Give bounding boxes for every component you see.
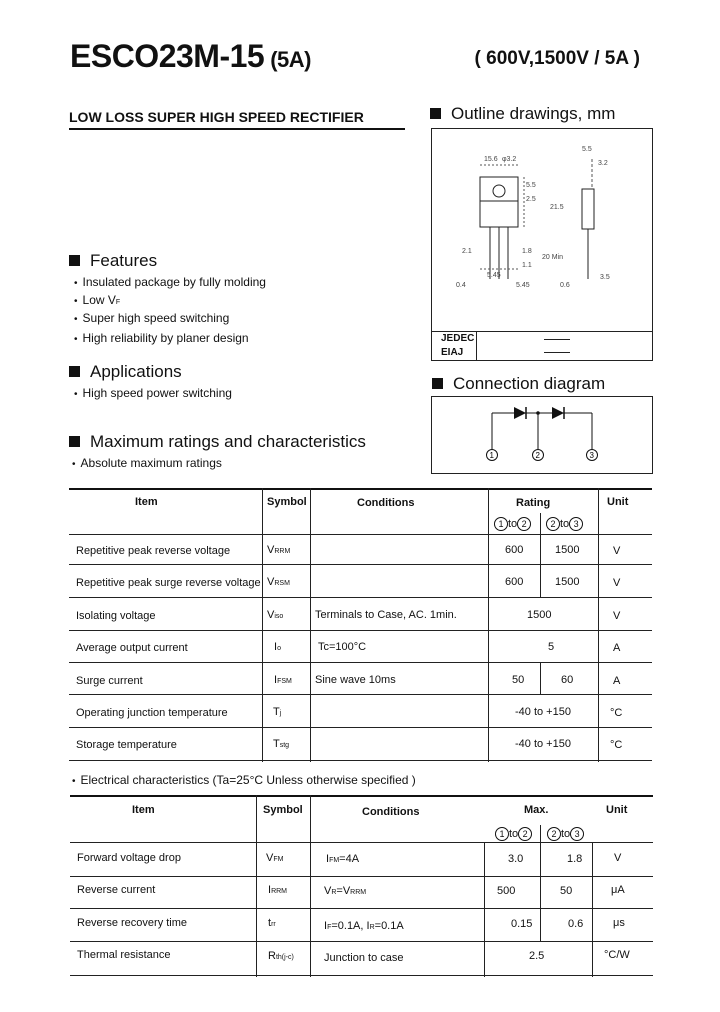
pin-3-label: 3 xyxy=(589,451,594,460)
dim-label: 21.5 xyxy=(550,204,564,211)
table-row-value-b: 1.8 xyxy=(567,853,583,865)
table-row-unit: A xyxy=(613,642,621,654)
table-row-value-b: 60 xyxy=(561,674,574,686)
col-header-unit: Unit xyxy=(606,804,628,816)
pin-3-badge: 3 xyxy=(569,517,583,531)
current-rating: (5A) xyxy=(270,47,311,72)
rating-split-divider xyxy=(540,513,541,597)
table-row-symbol: VRSM xyxy=(267,576,290,588)
table-row-conditions: Sine wave 10ms xyxy=(315,674,396,686)
table-row-value: -40 to +150 xyxy=(515,706,571,718)
table-row-value-b: 50 xyxy=(560,885,573,897)
col-divider xyxy=(262,488,263,762)
table-row-value: -40 to +150 xyxy=(515,738,571,750)
col-divider xyxy=(310,795,311,977)
dim-label: 15.6 xyxy=(484,156,498,163)
features-title: Features xyxy=(90,251,158,270)
table-row-value-a: 600 xyxy=(505,576,524,588)
row-rule xyxy=(69,597,652,598)
max-ratings-table xyxy=(69,488,652,762)
table-row-unit: °C xyxy=(610,707,623,719)
row-rule xyxy=(70,908,653,909)
part-title xyxy=(70,38,311,75)
table-row-symbol: Tj xyxy=(273,706,282,718)
col-header-rating: Rating xyxy=(516,497,551,509)
diode-1-icon xyxy=(514,407,526,419)
dim-label: φ3.2 xyxy=(502,156,517,163)
table-row-symbol: Io xyxy=(274,641,281,653)
table-bottom-rule xyxy=(70,975,653,976)
device-subtitle: LOW LOSS SUPER HIGH SPEED RECTIFIER xyxy=(69,109,364,125)
table-row-unit: μs xyxy=(613,917,625,929)
connection-schematic xyxy=(432,397,652,473)
table-top-rule xyxy=(69,488,652,490)
dim-label: 5.5 xyxy=(526,182,536,189)
table-row-unit: V xyxy=(614,852,622,864)
col-divider xyxy=(592,842,593,977)
bullet-square-icon xyxy=(69,255,80,266)
col-divider xyxy=(488,488,489,762)
dim-label: 1.1 xyxy=(522,262,532,269)
outline-heading xyxy=(430,104,615,124)
table-row-item: Thermal resistance xyxy=(77,949,171,961)
table-row-symbol: Rth(j-c) xyxy=(268,950,294,962)
table-row-symbol: Viso xyxy=(267,609,284,621)
dim-label: 3.5 xyxy=(600,274,610,281)
features-heading xyxy=(69,251,157,271)
table-row-item: Isolating voltage xyxy=(76,610,156,622)
row-rule xyxy=(70,876,653,877)
dim-label: 5.45 xyxy=(487,272,501,279)
bullet-square-icon xyxy=(430,108,441,119)
table-row-unit: A xyxy=(613,675,621,687)
table-row-symbol: Tstg xyxy=(273,738,290,750)
dim-label: 20 Min xyxy=(542,254,564,261)
dim-label: 2.1 xyxy=(462,248,472,255)
table-row-symbol: VFM xyxy=(266,852,284,864)
mounting-hole-icon xyxy=(493,185,505,197)
feature-item: • Low VF xyxy=(74,293,120,307)
table-row-conditions: VR=VRRM xyxy=(324,885,367,897)
dim-label: 1.8 xyxy=(522,248,532,255)
col-header-symbol: Symbol xyxy=(267,496,307,508)
eiaj-label: EIAJ xyxy=(441,347,464,358)
table-row-item: Storage temperature xyxy=(76,739,177,751)
table-row-item: Surge current xyxy=(76,675,143,687)
pin-2-label: 2 xyxy=(535,451,540,460)
pin-1-label: 1 xyxy=(489,451,494,460)
dim-label: 3.2 xyxy=(598,160,608,167)
application-item: • High speed power switching xyxy=(74,386,232,400)
col-divider xyxy=(256,795,257,977)
connection-heading xyxy=(432,374,605,394)
bullet-square-icon xyxy=(69,366,80,377)
row-rule xyxy=(69,727,652,728)
row-rule xyxy=(69,694,652,695)
diode-2-icon xyxy=(552,407,564,419)
table-row-symbol: IRRM xyxy=(268,884,288,896)
table-row-symbol: IFSM xyxy=(274,674,292,686)
ratings-summary: ( 600V,1500V / 5A ) xyxy=(474,48,640,69)
pin-1-badge: 1 xyxy=(495,827,509,841)
table-row-value-a: 0.15 xyxy=(511,918,533,930)
pin-range-2-3 xyxy=(546,517,583,531)
feature-item: • Insulated package by fully molding xyxy=(74,275,266,289)
table-header-rule xyxy=(69,534,652,535)
package-side xyxy=(582,189,594,229)
connection-title: Connection diagram xyxy=(453,374,606,393)
table-row-item: Repetitive peak reverse voltage xyxy=(76,545,231,557)
to-label: to xyxy=(560,518,570,530)
pin-range-1-2 xyxy=(495,827,532,841)
table-row-unit: V xyxy=(613,577,621,589)
dim-label: 2.5 xyxy=(526,196,536,203)
col-divider xyxy=(310,488,311,762)
pin-2-badge: 2 xyxy=(517,517,531,531)
table-row-conditions: Junction to case xyxy=(324,952,404,964)
dim-label: 5.5 xyxy=(582,146,592,153)
max-ratings-heading xyxy=(69,432,366,452)
col-divider xyxy=(598,488,599,762)
table-row-item: Repetitive peak surge reverse voltage xyxy=(76,577,261,589)
table-top-rule xyxy=(70,795,653,797)
outline-drawing-box xyxy=(431,128,653,361)
col-header-item: Item xyxy=(132,804,155,816)
row-rule xyxy=(69,564,652,565)
table-row-item: Operating junction temperature xyxy=(76,707,228,719)
table-row-item: Reverse current xyxy=(77,884,156,896)
table-row-item: Forward voltage drop xyxy=(77,852,181,864)
table-row-value-b: 1500 xyxy=(555,544,580,556)
table-bottom-rule xyxy=(69,760,652,761)
pin-3-badge: 3 xyxy=(570,827,584,841)
table-row-conditions: Terminals to Case, AC. 1min. xyxy=(315,609,457,621)
pin-range-1-2 xyxy=(494,517,531,531)
connection-diagram-box xyxy=(431,396,653,474)
electrical-title: • Electrical characteristics (Ta=25°C Unless otherwise specified ) xyxy=(72,773,416,787)
jedec-label: JEDEC xyxy=(441,333,475,344)
table-row-value: 1500 xyxy=(527,609,552,621)
to-label: to xyxy=(508,518,518,530)
table-row-conditions: IF=0.1A, IR=0.1A xyxy=(324,920,404,932)
eiaj-value-dash xyxy=(544,352,570,353)
dim-label: 5.45 xyxy=(516,282,530,289)
row-rule xyxy=(69,630,652,631)
jedec-divider xyxy=(432,331,652,332)
col-divider xyxy=(484,842,485,977)
col-header-max: Max. xyxy=(524,804,549,816)
col-header-symbol: Symbol xyxy=(263,804,303,816)
table-row-value-a: 600 xyxy=(505,544,524,556)
outline-drawing xyxy=(432,129,652,331)
table-row-value-a: 500 xyxy=(497,885,516,897)
max-ratings-subtitle: • Absolute maximum ratings xyxy=(72,456,222,470)
dim-label: 0.6 xyxy=(560,282,570,289)
max-ratings-title: Maximum ratings and characteristics xyxy=(90,432,366,451)
table-row-value: 5 xyxy=(548,641,555,653)
feature-item: • High reliability by planer design xyxy=(74,331,249,345)
to-label: to xyxy=(561,828,571,840)
table-row-conditions: IFM=4A xyxy=(326,853,360,865)
table-row-unit: V xyxy=(613,545,621,557)
jedec-value-dash xyxy=(544,339,570,340)
to-label: to xyxy=(509,828,519,840)
subtitle-underline xyxy=(69,128,405,130)
bullet-square-icon xyxy=(432,378,443,389)
table-row-item: Reverse recovery time xyxy=(77,917,188,929)
pin-2-badge: 2 xyxy=(547,827,561,841)
table-row-value-b: 0.6 xyxy=(568,918,584,930)
feature-item: • Super high speed switching xyxy=(74,311,229,325)
max-split-divider xyxy=(540,825,541,941)
jedec-vdivider xyxy=(476,331,477,360)
rating-split-divider xyxy=(540,662,541,694)
col-header-item: Item xyxy=(135,496,158,508)
col-header-conditions: Conditions xyxy=(357,497,415,509)
applications-heading xyxy=(69,362,182,382)
pin-range-2-3 xyxy=(547,827,584,841)
row-rule xyxy=(70,941,653,942)
table-row-item: Average output current xyxy=(76,642,188,654)
table-row-unit: °C/W xyxy=(604,949,630,961)
table-row-unit: μA xyxy=(611,884,625,896)
table-row-conditions: Tc=100°C xyxy=(318,641,367,653)
pin-2-badge: 2 xyxy=(518,827,532,841)
table-row-value-a: 50 xyxy=(512,674,525,686)
pin-1-badge: 1 xyxy=(494,517,508,531)
table-row-value-a: 3.0 xyxy=(508,853,524,865)
part-number: ESCO23M-15 xyxy=(70,38,265,74)
table-row-value-b: 1500 xyxy=(555,576,580,588)
table-row-symbol: VRRM xyxy=(267,544,291,556)
bullet-square-icon xyxy=(69,436,80,447)
col-header-unit: Unit xyxy=(607,496,629,508)
dim-label: 0.4 xyxy=(456,282,466,289)
applications-title: Applications xyxy=(90,362,182,381)
row-rule xyxy=(69,662,652,663)
col-header-conditions: Conditions xyxy=(362,806,420,818)
pin-2-badge: 2 xyxy=(546,517,560,531)
table-row-unit: °C xyxy=(610,739,623,751)
outline-title: Outline drawings, mm xyxy=(451,104,616,123)
table-row-symbol: trr xyxy=(268,917,276,929)
table-row-value: 2.5 xyxy=(529,950,545,962)
table-row-unit: V xyxy=(613,610,621,622)
table-header-rule xyxy=(70,842,653,843)
electrical-table xyxy=(70,795,653,977)
